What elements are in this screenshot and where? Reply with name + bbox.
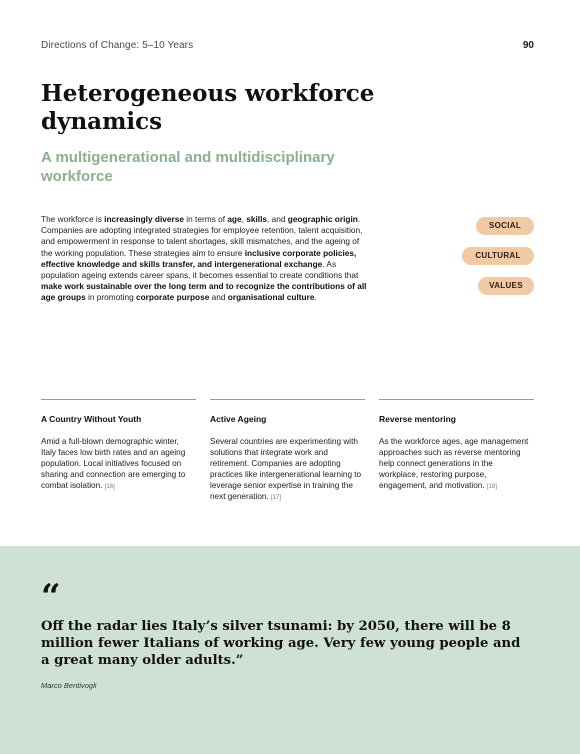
topic-columns [41,399,534,519]
quote-author: Marco Bentivogli [41,681,97,690]
topic-column-country-without-youth [41,399,196,493]
page-number: 90 [522,40,534,51]
intro-text: . [314,292,317,303]
intro-text: . As population ageing extends career spans, it becomes essential to create conditions that [41,258,359,281]
topic-column-reverse-mentoring [379,399,534,493]
intro-text: , and [267,214,288,224]
intro-emphasis: organisational culture [227,292,315,303]
topic-body: As the workforce ages, age management approaches such as reverse mentoring help connect generations in the workplace, restoring purpose, engagement, and motivation. [18] [379,437,529,490]
topic-column-active-ageing [210,399,365,503]
page-subtitle: A multigenerational and multidisciplinary workforce [41,149,335,185]
intro-emphasis: skills [246,214,267,224]
tag-cultural: CULTURAL [462,247,534,265]
topic-body: Several countries are experimenting with solutions that integrate work and retirement. Companies are adopting practices like intergenerational learning to leverage senior expertise in training the next generation. [17] [210,437,362,501]
tag-values: VALUES [478,277,534,295]
topic-heading: Active Ageing [210,414,267,424]
intro-text: The workforce is [41,214,105,224]
intro-text: in promoting [85,292,136,303]
intro-emphasis: increasingly diverse [104,214,184,224]
tag-social: SOCIAL [476,217,534,235]
page-header [41,40,534,54]
intro-paragraph [41,214,371,304]
page-title: Heterogeneous workforce dynamics [41,80,375,135]
topic-heading: A Country Without Youth [41,414,142,424]
intro-text: . Companies are adopting integrated strategies for employee retention, talent acquisition, and empowerment in response to talent shortages, skill mismatches, and the ageing of the working population. These strategies aim to ensure [41,214,363,258]
quote-band [0,546,580,754]
intro-emphasis: corporate purpose [136,292,210,303]
quote-text: Off the radar lies Italy’s silver tsunami: by 2050, there will be 8 million fewer Italians of working age. Very few young people and a great many older adults.” [41,619,521,668]
intro-emphasis: make work sustainable over the long term and to recognize the contributions of all age groups [41,281,367,303]
intro-emphasis: geographic origin [287,214,358,224]
intro-emphasis: age [227,214,242,224]
topic-body: Amid a full-blown demographic winter, Italy faces low birth rates and an ageing population. Local initiatives focused on sharing and connection are emerging to combat isolation. [16] [41,437,186,490]
intro-text: in terms of [183,214,228,224]
intro-emphasis: inclusive corporate policies, effective knowledge and skills transfer, and intergenerational exchange [41,247,357,269]
reference-marker: [16] [104,483,115,490]
topic-heading: Reverse mentoring [379,414,456,424]
intro-text: , [241,214,247,224]
section-label: Directions of Change: 5–10 Years [41,40,194,51]
reference-marker: [18] [486,483,497,490]
quote-mark-icon: “ [41,577,61,617]
intro-text: and [209,292,228,303]
reference-marker: [17] [271,494,282,501]
